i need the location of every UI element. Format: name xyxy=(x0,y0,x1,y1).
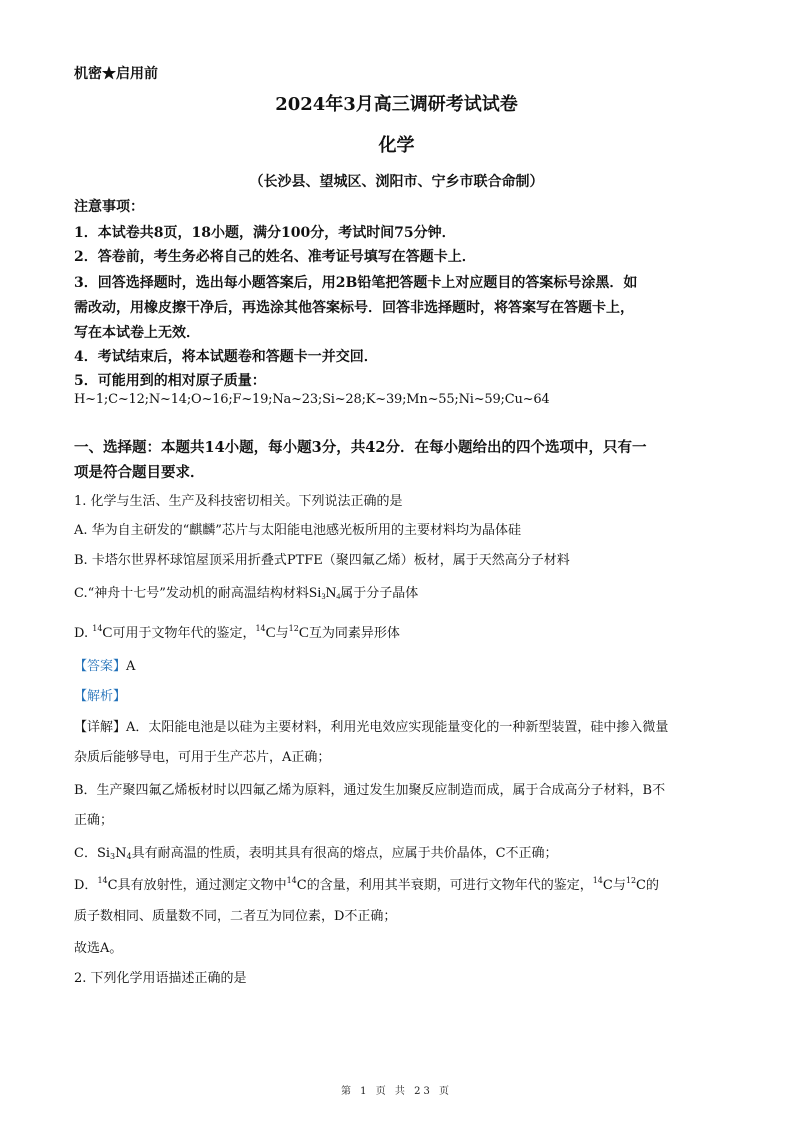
note-1: 1．本试卷共8页，18小题，满分100分，考试时间75分钟． xyxy=(74,225,456,241)
option-a: A. 华为自主研发的“麒麟”芯片与太阳能电池感光板所用的主要材料均为晶体硅 xyxy=(74,523,521,538)
explain-d-line-1: D．$^{14}$C具有放射性，通过测定文物中$^{14}$C的含量，利用其半衰期，可进行文物年代的鉴定，$^{14}$C与$^{12}$C的 xyxy=(74,876,659,893)
note-5: 5．可能用到的相对原子质量： xyxy=(74,373,266,389)
subject-title: 化学 xyxy=(378,135,415,156)
section-heading-line-2: 项是符合题目要求． xyxy=(74,464,205,481)
notes-title: 注意事项： xyxy=(74,199,144,215)
option-c: C.“神舟十七号”发动机的耐高温结构材料$Si_3N_4$属于分子晶体 xyxy=(74,585,419,601)
analysis-tag: 【解析】 xyxy=(74,689,127,704)
explain-b-line-1: B．生产聚四氟乙烯板材时以四氟乙烯为原料，通过发生加聚反应制造而成，属于合成高分子材料，B不 xyxy=(74,783,666,798)
explain-a-line-2: 杂质后能够导电，可用于生产芯片，A正确； xyxy=(74,750,331,765)
section-heading-line-1: 一、选择题：本题共14小题，每小题3分，共42分．在每小题给出的四个选项中，只有一 xyxy=(74,439,647,456)
question-1-stem: 1. 化学与生活、生产及科技密切相关。下列说法正确的是 xyxy=(74,494,403,509)
question-2-stem: 2. 下列化学用语描述正确的是 xyxy=(74,971,247,986)
confidential-label: 机密★启用前 xyxy=(74,66,158,82)
answer-value: A xyxy=(126,659,136,674)
answer-line xyxy=(74,655,135,674)
conclusion: 故选A。 xyxy=(74,941,123,956)
page-number: 第 1 页 共 23 页 xyxy=(341,1086,452,1097)
note-3-line-2: 需改动，用橡皮擦干净后，再选涂其他答案标号．回答非选择题时，将答案写在答题卡上， xyxy=(74,300,634,316)
organizer-line: （长沙县、望城区、浏阳市、宁乡市联合命制） xyxy=(249,174,544,190)
note-3-line-3: 写在本试卷上无效． xyxy=(74,325,200,341)
option-d: D. $^{14}$C可用于文物年代的鉴定，$^{14}$C与$^{12}$C互为同素异形体 xyxy=(74,624,400,641)
detail-tag: 【详解】 xyxy=(74,720,127,735)
answer-tag: 【答案】 xyxy=(74,659,127,674)
explain-a-line-1: 【详解】A．太阳能电池是以硅为主要材料，利用光电效应实现能量变化的一种新型装置，硅中掺入微量 xyxy=(74,720,669,735)
exam-title: 2024年3月高三调研考试试卷 xyxy=(275,94,518,115)
note-3-line-1: 3．回答选择题时，选出每小题答案后，用2B铅笔把答题卡上对应题目的答案标号涂黑．如 xyxy=(74,275,638,291)
note-4: 4．考试结束后，将本试题卷和答题卡一并交回． xyxy=(74,349,378,365)
formula-si3n4: $Si_3N_4$ xyxy=(308,585,341,601)
explain-d-line-2: 质子数相同、质量数不同，二者互为同位素，D不正确； xyxy=(74,909,397,924)
option-b: B. 卡塔尔世界杯球馆屋顶采用折叠式PTFE（聚四氟乙烯）板材，属于天然高分子材料 xyxy=(74,553,570,568)
atomic-masses: H~1;C~12;N~14;O~16;F~19;Na~23;Si~28;K~39;Mn~55;Ni~59;Cu~64 xyxy=(74,392,550,407)
explain-b-line-2: 正确； xyxy=(74,813,114,828)
note-2: 2．答卷前，考生务必将自己的姓名、准考证号填写在答题卡上． xyxy=(74,249,476,265)
explain-c: C．$Si_3N_4$具有耐高温的性质，表明其具有很高的熔点，应属于共价晶体，C不正确； xyxy=(74,846,558,861)
